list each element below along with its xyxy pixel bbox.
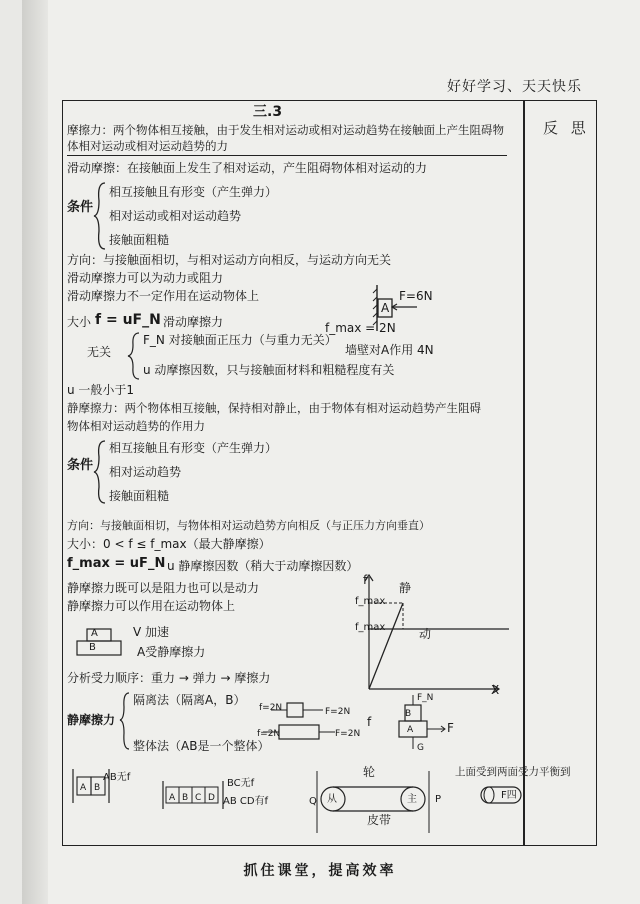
whole-method: 整体法（AB是一个整体）: [133, 739, 270, 753]
mu-small-note: u 一般小于1: [67, 383, 135, 397]
direction-note: 方向：与接触面相切，与相对运动方向相反，与运动方向无关: [67, 253, 392, 267]
bc-none-note: BC无f: [227, 778, 255, 789]
stack-top-label: B: [405, 709, 412, 719]
stack-block-b: B: [89, 642, 96, 653]
p-label: P: [435, 794, 442, 805]
stack-force-fn-label: F_N: [417, 693, 434, 703]
size-label: 大小: [67, 315, 92, 329]
graph-kinetic-label: 动: [419, 627, 432, 641]
q-label: Q: [309, 796, 317, 807]
ab-none-note: AB无f: [103, 772, 131, 783]
reflect-column-label: 反 思: [543, 119, 590, 137]
column-divider: [523, 101, 525, 845]
graph-fmax-label-2: f_max: [355, 622, 386, 633]
accel-note: V 加速: [133, 625, 170, 639]
block-c: C: [195, 793, 202, 803]
notes-table: [62, 100, 597, 846]
diagram-block-label: A: [381, 301, 390, 315]
header-slogan: 好好学习、天天快乐: [447, 79, 582, 95]
cd-has-note: AB CD有f: [223, 796, 269, 807]
condition-item-2: 相对运动或相对运动趋势: [109, 209, 242, 223]
condition-label: 条件: [67, 200, 94, 215]
formula-note: 滑动摩擦力: [163, 315, 224, 329]
static-condition-item-1: 相互接触且有形变（产生弹力）: [109, 441, 278, 455]
mu-note: u 动摩擦因数，只与接触面材料和粗糙程度有关: [143, 363, 395, 377]
pulley-left-label: 从: [327, 794, 337, 805]
right-wall-label: F四: [501, 790, 517, 801]
sliding-power-note: 滑动摩擦力可以为动力或阻力: [67, 271, 224, 285]
section-title: 三.3: [253, 104, 283, 120]
static-fmax-formula: f_max = uF_N: [67, 556, 166, 571]
condition-item-1: 相互接触且有形变（产生弹力）: [109, 185, 278, 199]
unrelated-note: 无关: [87, 345, 112, 359]
iso-f3: f=2N: [257, 729, 281, 739]
static-friction-definition: 静摩擦力：两个物体相互接触，保持相对静止，由于物体有相对运动趋势产生阻碍: [67, 401, 481, 415]
force-order-note: 分析受力顺序：重力 → 弹力 → 摩擦力: [67, 671, 271, 685]
isolation-method: 隔离法（隔离A，B）: [133, 693, 246, 707]
graph-static-label: 静: [399, 581, 412, 595]
friction-definition-cont: 体相对运动或相对运动趋势的力: [67, 139, 228, 153]
binding-shadow: [22, 0, 48, 904]
static-act-note: 静摩擦力可以作用在运动物体上: [67, 599, 236, 613]
friction-graph: [349, 571, 529, 701]
belt-label: 皮带: [367, 813, 392, 827]
wheel-label: 轮: [363, 765, 376, 779]
diagram-force-label: F=6N: [399, 289, 433, 303]
pulley-right-label: 主: [407, 794, 417, 805]
a-static-note: A受静摩擦力: [137, 645, 206, 659]
normal-force-note: F_N 对接触面正压力（与重力无关）: [143, 333, 337, 347]
iso-f2: F=2N: [325, 707, 351, 717]
formula-brace: [127, 331, 141, 381]
static-condition-item-2: 相对运动趋势: [109, 465, 182, 479]
diagram-fmax-label: f_max = 2N: [325, 321, 396, 335]
static-power-note: 静摩擦力既可以是阻力也可以是动力: [67, 581, 260, 595]
static-friction-definition-cont: 物体相对运动趋势的作用力: [67, 419, 205, 433]
graph-fmax-label: f_max: [355, 596, 386, 607]
block-b: B: [182, 793, 189, 803]
static-size-note: 大小：0 < f ≤ f_max（最大静摩擦）: [67, 537, 271, 551]
static-condition-brace: [93, 439, 107, 505]
divider-line: [67, 155, 507, 156]
right-note: 上面受到两面受力平衡到: [455, 766, 571, 778]
method-brace: [119, 691, 131, 751]
friction-formula: f = uF_N: [95, 312, 161, 328]
ab-block-a: A: [80, 783, 87, 793]
static-condition-item-3: 接触面粗糙: [109, 489, 170, 503]
diagram-wall-note: 墙壁对A作用 4N: [345, 343, 434, 357]
block-a: A: [169, 793, 176, 803]
stack-block-a: A: [91, 628, 98, 639]
condition-brace: [93, 181, 107, 251]
footer-motto: 抓住课堂，提高效率: [243, 863, 397, 879]
condition-item-3: 接触面粗糙: [109, 233, 170, 247]
stack-force-f-label: F: [447, 721, 454, 735]
static-method-label: 静摩擦力: [67, 713, 116, 727]
friction-definition: 摩擦力：两个物体相互接触，由于发生相对运动或相对运动趋势在接触面上产生阻碍物: [67, 123, 504, 137]
graph-f-axis-label: f: [363, 573, 368, 587]
graph-x-axis-label: X: [491, 683, 500, 697]
static-condition-label: 条件: [67, 458, 94, 473]
stacked-blocks-diagram: [73, 627, 133, 661]
iso-f4: F=2N: [335, 729, 361, 739]
block-d: D: [208, 793, 215, 803]
stack-friction-label: f: [367, 715, 372, 729]
ab-block-b: B: [94, 783, 101, 793]
sliding-act-note: 滑动摩擦力不一定作用在运动物体上: [67, 289, 260, 303]
iso-f1: f=2N: [259, 703, 283, 713]
static-direction-note: 方向：与接触面相切，与物体相对运动趋势方向相反（与正压力方向垂直）: [67, 519, 430, 532]
stack-bottom-label: A: [407, 725, 414, 735]
static-mu-note: u 静摩擦因数（稍大于动摩擦因数）: [167, 559, 359, 573]
stack-force-g-label: G: [417, 743, 424, 753]
sliding-friction-definition: 滑动摩擦：在接触面上发生了相对运动，产生阻碍物体相对运动的力: [67, 161, 428, 175]
